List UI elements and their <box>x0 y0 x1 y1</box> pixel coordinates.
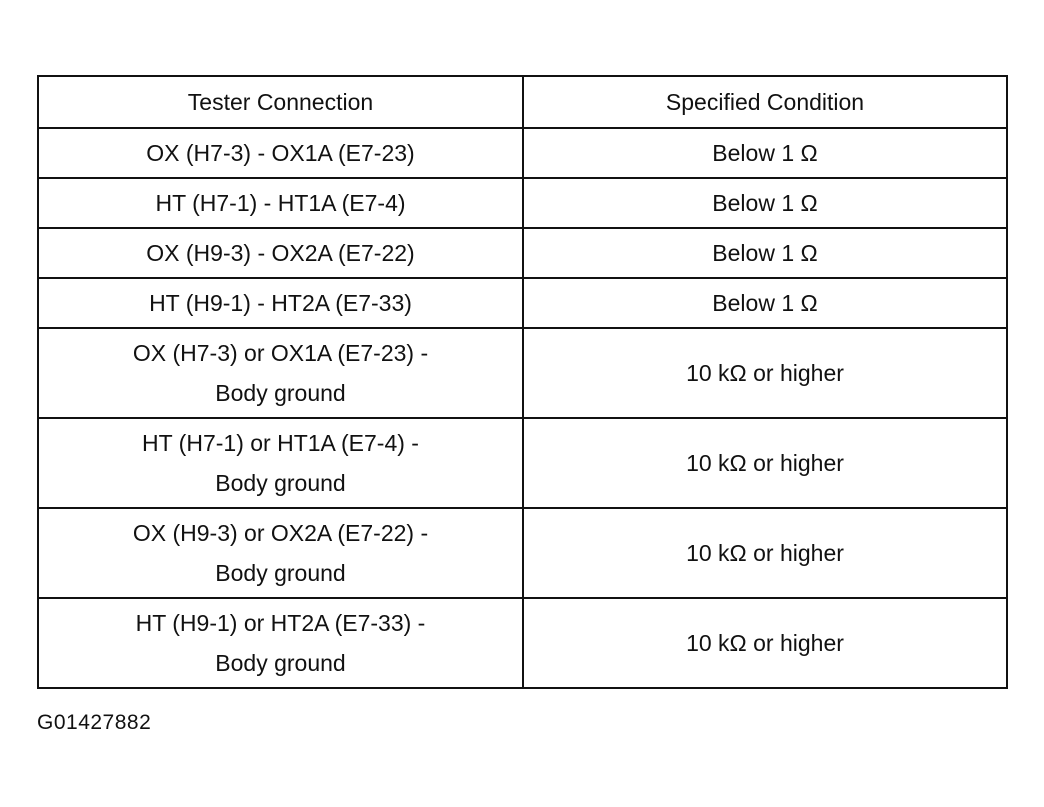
figure-id: G01427882 <box>37 711 152 734</box>
tester-connection-cell <box>38 508 523 598</box>
connection-line: Body ground <box>215 560 346 586</box>
connection-line: Body ground <box>215 380 346 406</box>
connection-line: OX (H7-3) - OX1A (E7-23) <box>146 140 415 166</box>
table-header-row <box>38 76 1007 128</box>
specified-condition-cell: Below 1 Ω <box>523 128 1007 178</box>
specified-condition-cell: Below 1 Ω <box>523 278 1007 328</box>
table-row <box>38 328 1007 418</box>
table-row <box>38 178 1007 228</box>
connection-line: HT (H9-1) or HT2A (E7-33) - <box>135 610 426 636</box>
connection-line: Body ground <box>215 470 346 496</box>
tester-connection-table <box>37 75 1008 689</box>
connection-line: HT (H7-1) or HT1A (E7-4) - <box>142 430 419 456</box>
connection-line: OX (H7-3) or OX1A (E7-23) - <box>132 340 429 366</box>
connection-line: HT (H7-1) - HT1A (E7-4) <box>155 190 406 216</box>
header-tester-connection: Tester Connection <box>38 76 523 128</box>
table-row <box>38 598 1007 688</box>
tester-connection-cell <box>38 178 523 228</box>
specified-condition-cell: Below 1 Ω <box>523 178 1007 228</box>
specified-condition-cell: Below 1 Ω <box>523 228 1007 278</box>
connection-line: OX (H9-3) or OX2A (E7-22) - <box>132 520 429 546</box>
tester-connection-cell <box>38 418 523 508</box>
connection-line: OX (H9-3) - OX2A (E7-22) <box>146 240 415 266</box>
tester-connection-cell <box>38 328 523 418</box>
specified-condition-cell: 10 kΩ or higher <box>523 418 1007 508</box>
table-row <box>38 508 1007 598</box>
table-row <box>38 228 1007 278</box>
spec-table-container <box>37 75 1006 689</box>
table-row <box>38 278 1007 328</box>
specified-condition-cell: 10 kΩ or higher <box>523 508 1007 598</box>
table-row <box>38 128 1007 178</box>
tester-connection-cell <box>38 598 523 688</box>
connection-line: HT (H9-1) - HT2A (E7-33) <box>149 290 412 316</box>
tester-connection-cell <box>38 278 523 328</box>
header-specified-condition: Specified Condition <box>523 76 1007 128</box>
specified-condition-cell: 10 kΩ or higher <box>523 598 1007 688</box>
tester-connection-cell <box>38 228 523 278</box>
tester-connection-cell <box>38 128 523 178</box>
specified-condition-cell: 10 kΩ or higher <box>523 328 1007 418</box>
connection-line: Body ground <box>215 650 346 676</box>
table-row <box>38 418 1007 508</box>
